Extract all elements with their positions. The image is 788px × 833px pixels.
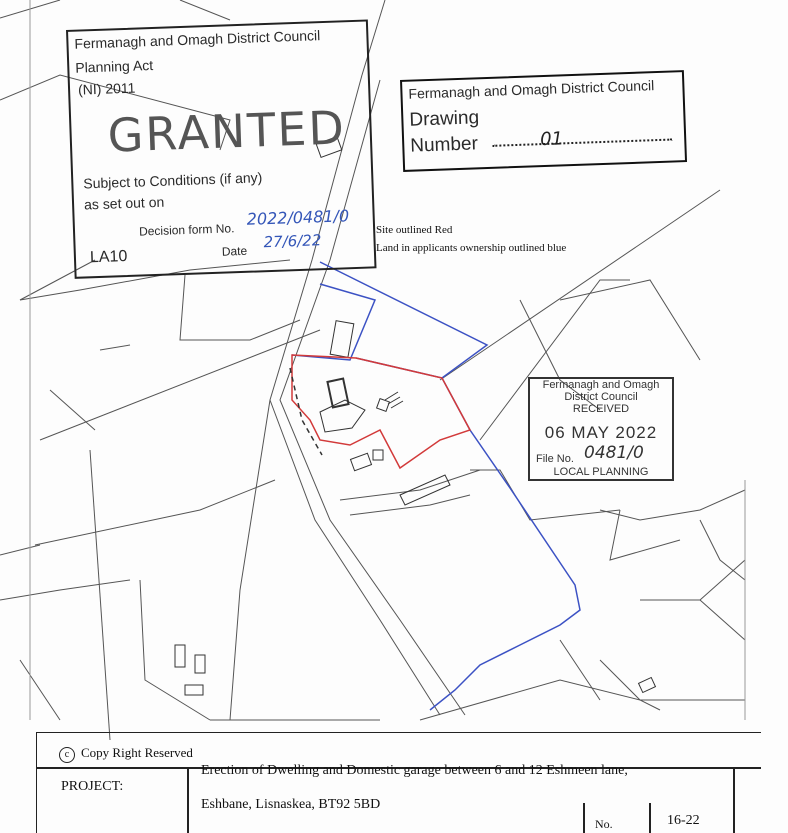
field-boundary [440, 190, 720, 380]
project-line-2: Eshbane, Lisnaskea, BT92 5BD [201, 797, 381, 812]
number-label: Number [409, 133, 479, 157]
granted-code: LA10 [89, 248, 128, 267]
field-boundary [700, 520, 745, 580]
field-boundary [40, 330, 320, 440]
decision-date: 27/6/22 [263, 231, 322, 252]
drawing-number-stamp [400, 70, 687, 172]
granted-status: GRANTED [106, 100, 347, 163]
table-rule [583, 803, 585, 833]
building [330, 321, 354, 358]
site-access-dashed [290, 368, 322, 455]
field-boundary [640, 600, 745, 640]
lane-edge [350, 495, 470, 515]
file-number: 0481/0 [584, 443, 644, 463]
received-status: RECEIVED [572, 403, 630, 415]
field-boundary [0, 545, 40, 555]
field-boundary [35, 480, 275, 545]
decision-number: 2022/0481/0 [246, 206, 350, 229]
received-stamp [528, 377, 674, 481]
field-boundary [700, 560, 745, 600]
drawing-label: Drawing [409, 107, 480, 131]
building [175, 645, 185, 667]
received-date: 06 MAY 2022 [544, 423, 658, 442]
drawing-number-value: 01 [539, 128, 564, 151]
table-rule [733, 767, 735, 833]
field-boundary [90, 450, 110, 740]
building-garage [377, 399, 390, 412]
granted-as-set-out: as set out on [83, 193, 165, 213]
no-value: 16-22 [667, 813, 700, 828]
granted-act-year: (NI) 2011 [77, 79, 136, 98]
number-dotted-line [492, 139, 672, 147]
table-rule [649, 803, 651, 833]
field-boundary [100, 345, 130, 350]
copyright-text: Copy Right Reserved [81, 745, 193, 760]
field-boundary [600, 660, 660, 710]
decision-label: Decision form No. [138, 221, 235, 239]
granted-subject: Subject to Conditions (if any) [83, 169, 263, 192]
date-label: Date [221, 243, 248, 259]
granted-stamp [66, 19, 377, 278]
ownership-boundary-blue [292, 262, 580, 710]
project-line-1: Erection of Dwelling and Domestic garage between 6 and 12 Eshmeen lane, [201, 763, 628, 778]
field-boundary [610, 510, 680, 560]
legend-land: Land in applicants ownership outlined blue [376, 242, 567, 254]
field-boundary [50, 390, 95, 430]
building [185, 685, 203, 695]
received-council-2: District Council [564, 391, 638, 403]
field-boundary [560, 280, 700, 360]
file-label: File No. [536, 453, 574, 465]
granted-act: Planning Act [75, 56, 154, 76]
field-boundary [230, 400, 270, 720]
copyright-row [59, 745, 193, 763]
table-rule [187, 767, 189, 833]
field-boundary [20, 660, 60, 720]
site-boundary-red [292, 355, 470, 468]
received-department: LOCAL PLANNING [553, 466, 649, 478]
legend-site: Site outlined Red [376, 224, 453, 236]
building [639, 678, 656, 693]
building [400, 475, 450, 505]
field-boundary [420, 680, 745, 720]
lane-edge [340, 470, 480, 500]
no-label: No. [595, 817, 613, 831]
field-boundary [600, 490, 745, 520]
field-boundary [0, 580, 130, 600]
field-boundary [560, 640, 600, 700]
copyright-icon: c [59, 747, 75, 763]
field-boundary [180, 275, 300, 340]
drawing-council: Fermanagh and Omagh District Council [408, 77, 655, 102]
building [350, 453, 371, 470]
building [195, 655, 205, 673]
title-block [36, 732, 761, 833]
project-label: PROJECT: [61, 779, 124, 794]
received-council-1: Fermanagh and Omagh [542, 379, 660, 391]
granted-council: Fermanagh and Omagh District Council [74, 27, 321, 52]
building [373, 450, 383, 460]
